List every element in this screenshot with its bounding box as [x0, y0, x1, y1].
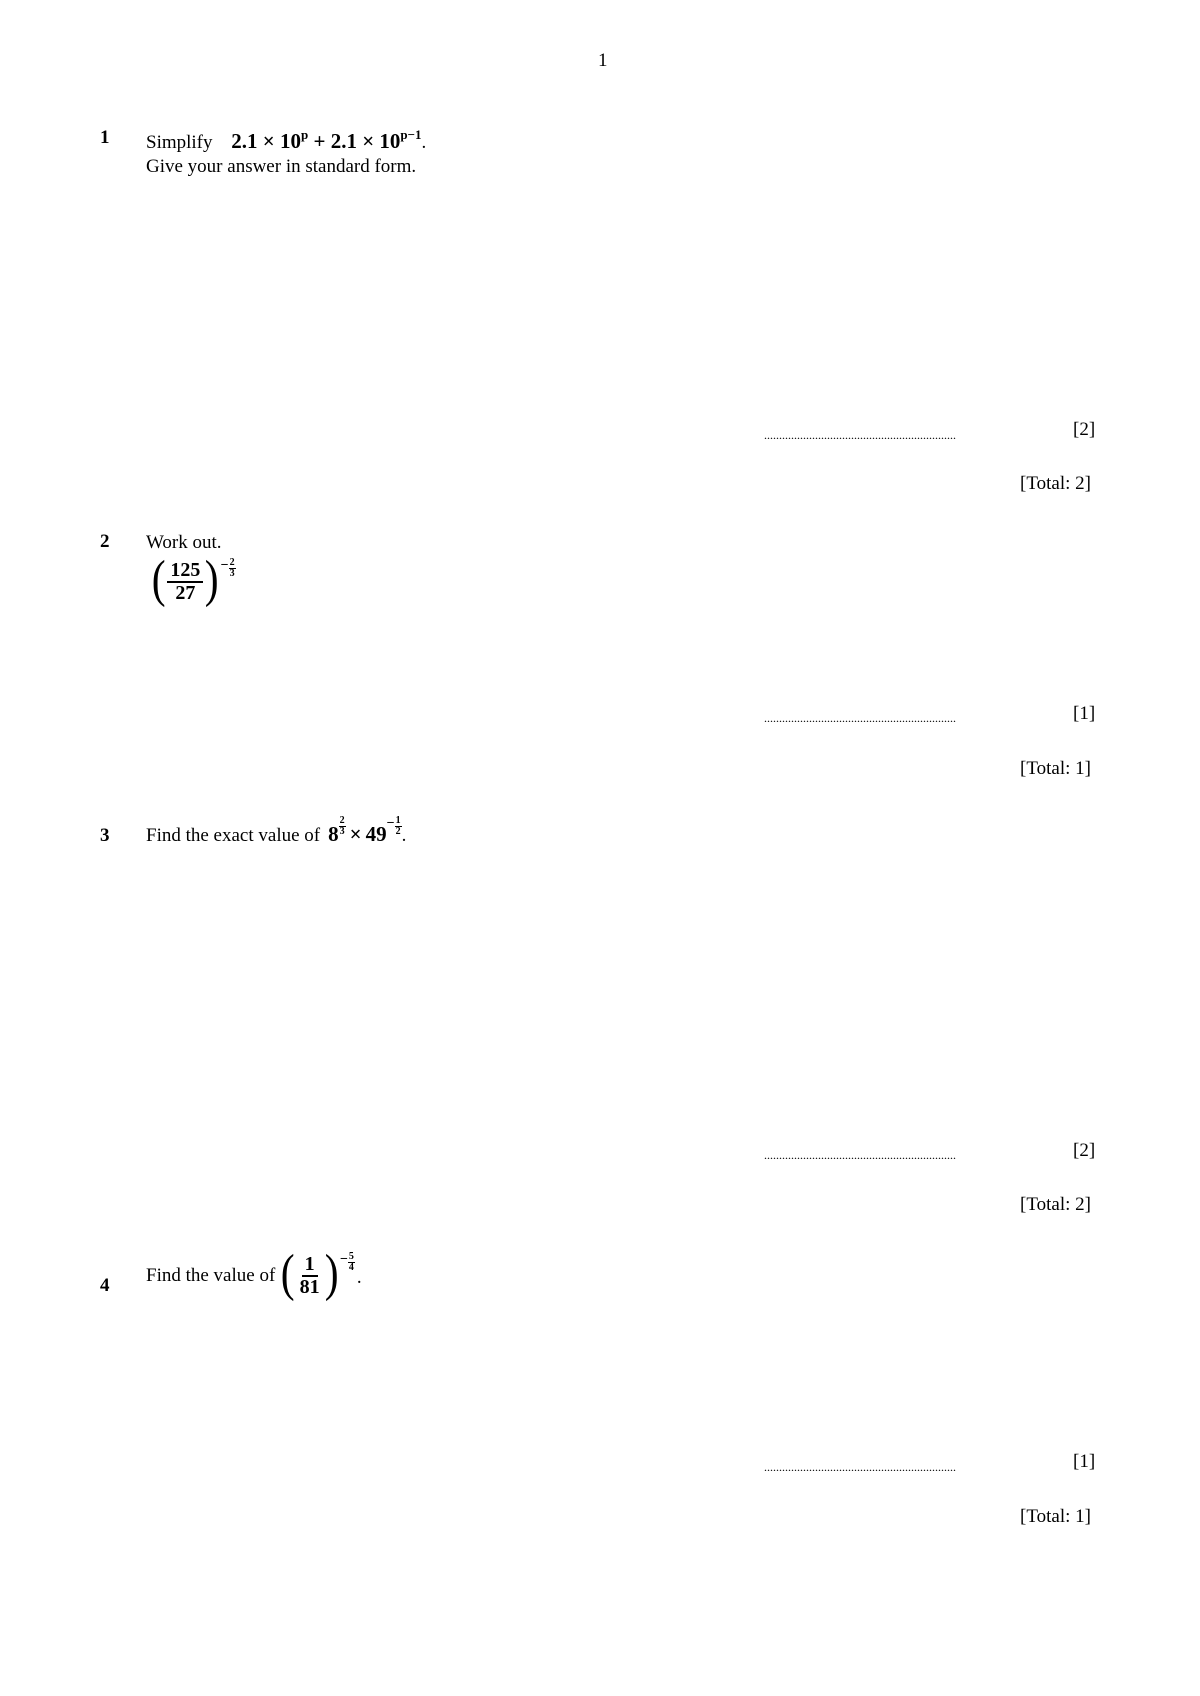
marks-label: [2] — [1073, 1140, 1096, 1161]
question-instruction: Give your answer in standard form. — [146, 156, 417, 177]
page-number: 1 — [598, 50, 608, 71]
total-marks: [Total: 1] — [1020, 758, 1091, 779]
answer-line[interactable]: ................................................................ — [764, 1460, 956, 1474]
answer-line[interactable]: ................................................................ — [764, 1148, 956, 1162]
question-number: 3 — [100, 825, 110, 846]
question-number: 4 — [100, 1275, 110, 1296]
total-marks: [Total: 2] — [1020, 1194, 1091, 1215]
marks-label: [1] — [1073, 703, 1096, 724]
answer-line[interactable]: ................................................................ — [764, 711, 956, 725]
math-expression: $2.1 \times 10^p + 2.1 \times 10^{p-1}$ — [231, 127, 422, 153]
total-marks: [Total: 1] — [1020, 1506, 1091, 1527]
question-text: Find the exact value of 8 $\frac{2}{3}$ × 49 − $\frac{1}{2}$ . — [146, 815, 407, 846]
question-prefix: Find the value of — [146, 1265, 276, 1286]
question-prefix: Simplify — [146, 132, 213, 153]
question-text: Work out. — [146, 532, 222, 553]
answer-line[interactable]: ................................................................ — [764, 428, 956, 442]
question-number: 2 — [100, 531, 110, 552]
math-expression: ( $\frac{125}{27}$ ) − $\frac{2}{3}$ — [151, 551, 235, 608]
math-expression: ( $\frac{1}{81}$ ) − $\frac{5}{4}$ — [281, 1245, 354, 1302]
question-text: Simplify $2.1 \times 10^p + 2.1 \times 10^{p-1}$. — [146, 127, 427, 153]
total-marks: [Total: 2] — [1020, 473, 1091, 494]
marks-label: [1] — [1073, 1451, 1096, 1472]
math-expression: 8 $\frac{2}{3}$ × 49 − $\frac{1}{2}$ — [328, 815, 401, 846]
question-prefix: Find the exact value of — [146, 825, 321, 846]
question-text: Find the value of ( $\frac{1}{81}$ ) − $\frac{5}{4}$ . — [146, 1245, 362, 1302]
question-number: 1 — [100, 127, 110, 148]
marks-label: [2] — [1073, 419, 1096, 440]
